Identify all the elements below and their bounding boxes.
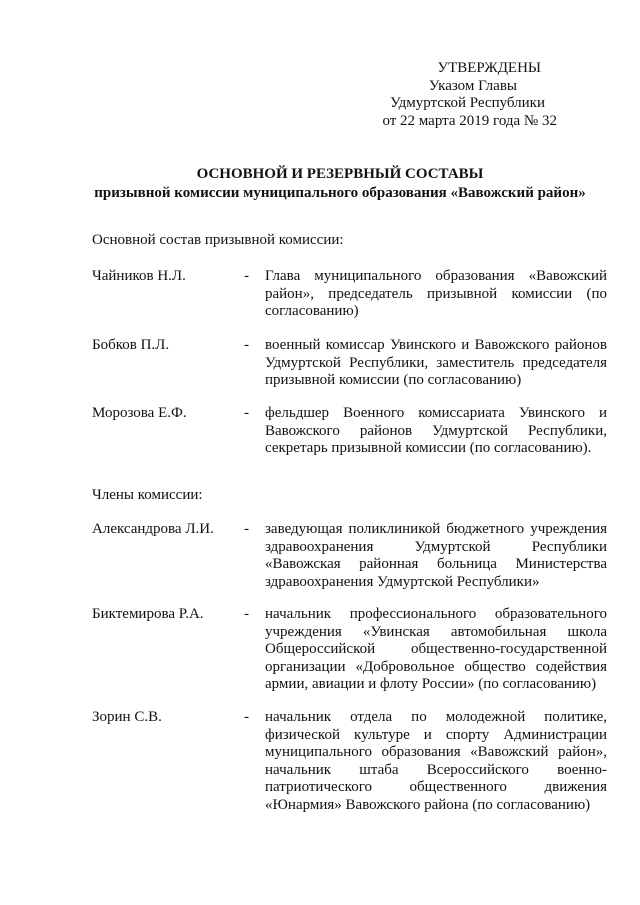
- member-dash: -: [244, 709, 249, 725]
- member-description: военный комиссар Увинского и Вавожского районов Удмуртской Республики, заместитель председателя призывной комиссии (по согласованию): [265, 337, 607, 388]
- member-dash: -: [244, 405, 249, 421]
- member-name: Морозова Е.Ф.: [92, 405, 187, 421]
- approval-decree-line: Указом Главы: [428, 77, 517, 94]
- approval-date-line: от 22 марта 2019 года № 32: [382, 112, 557, 129]
- approval-block: [337, 60, 557, 130]
- member-dash: -: [244, 606, 249, 622]
- member-description: начальник отдела по молодежной политике, физической культуре и спорту Администрации муниципального образования «Вавожский район», начальник штаба Всероссийского военно-патриотического общественного движения «Юнармия» Вавожского района (по согласованию): [265, 709, 607, 813]
- member-dash: -: [244, 337, 249, 353]
- member-name: Зорин С.В.: [92, 709, 162, 725]
- member-description: заведующая поликлиникой бюджетного учреждения здравоохранения Удмуртской Республики «Вавожская районная больница Министерства здравоохранения Удмуртской Республики»: [265, 521, 607, 590]
- member-description: фельдшер Военного комиссариата Увинского и Вавожского районов Удмуртской Республики, секретарь призывной комиссии (по согласованию).: [265, 405, 607, 456]
- document-title-main: ОСНОВНОЙ И РЕЗЕРВНЫЙ СОСТАВЫ: [196, 166, 484, 182]
- member-dash: -: [244, 268, 249, 284]
- document-title-sub: призывной комиссии муниципального образования «Вавожский район»: [94, 185, 586, 201]
- member-name: Чайников Н.Л.: [92, 268, 186, 284]
- member-description: начальник профессионального образовательного учреждения «Увинская автомобильная школа Общероссийской общественно-государственной организации «Добровольное общество содействия армии, авиации и флоту России» (по согласованию): [265, 606, 607, 692]
- member-name: Биктемирова Р.А.: [92, 606, 204, 622]
- approval-republic-line: Удмуртской Республики: [390, 95, 545, 111]
- member-name: Александрова Л.И.: [92, 521, 214, 537]
- member-dash: -: [244, 521, 249, 537]
- member-description: Глава муниципального образования «Вавожский район», председатель призывной комиссии (по согласованию): [265, 268, 607, 319]
- document-title: [60, 165, 620, 203]
- member-name: Бобков П.Л.: [92, 337, 170, 353]
- committee-members-heading: Члены комиссии:: [92, 487, 203, 503]
- approval-title: УТВЕРЖДЕНЫ: [437, 60, 541, 76]
- main-composition-heading: Основной состав призывной комиссии:: [92, 232, 344, 248]
